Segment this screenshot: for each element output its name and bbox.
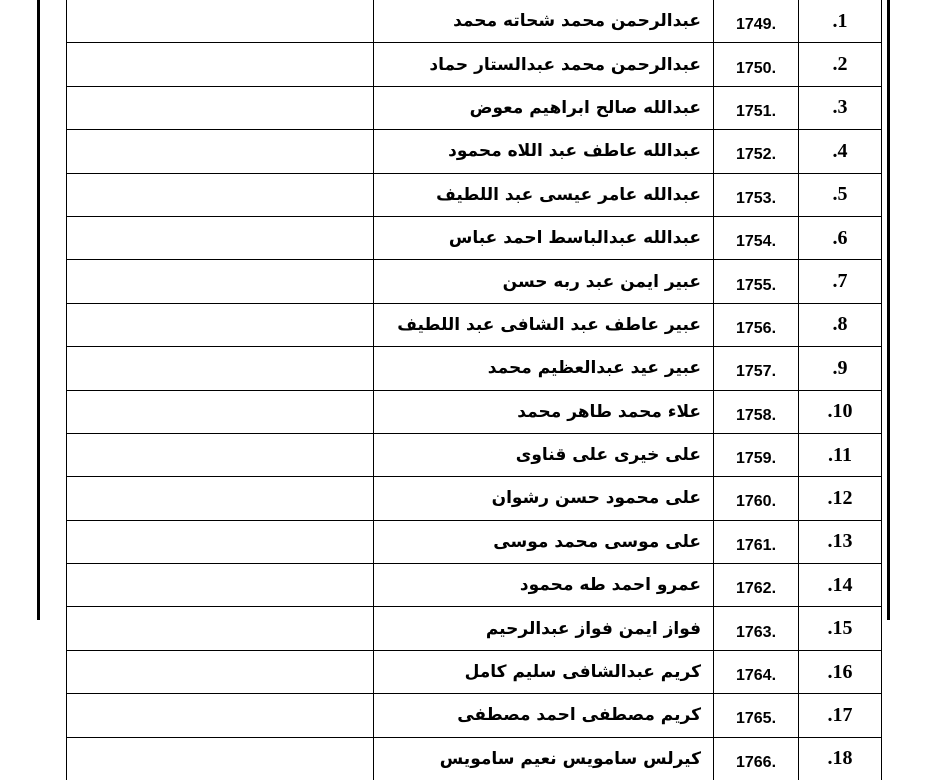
table-row (67, 173, 882, 216)
names-table (66, 0, 882, 780)
student-name-cell: كريم مصطفى احمد مصطفى (374, 694, 714, 737)
row-number-cell: .3 (799, 86, 882, 129)
student-name-cell: عمرو احمد طه محمود (374, 564, 714, 607)
blank-cell (67, 477, 374, 520)
student-name-cell: كريم عبدالشافى سليم كامل (374, 650, 714, 693)
row-number-cell: .9 (799, 347, 882, 390)
seat-number-cell: 1765. (714, 694, 799, 737)
row-number-cell: .7 (799, 260, 882, 303)
table-row (67, 650, 882, 693)
table-row (67, 737, 882, 780)
table-row (67, 43, 882, 86)
student-name-cell: عبدالله عاطف عبد اللاه محمود (374, 130, 714, 173)
blank-cell (67, 390, 374, 433)
student-name-cell: عبدالله عامر عيسى عبد اللطيف (374, 173, 714, 216)
table-row (67, 303, 882, 346)
row-number-cell: .8 (799, 303, 882, 346)
row-number-cell: .1 (799, 0, 882, 43)
blank-cell (67, 43, 374, 86)
student-name-cell: عبدالله عبدالباسط احمد عباس (374, 216, 714, 259)
table-row (67, 0, 882, 43)
table-row (67, 130, 882, 173)
student-name-cell: كيرلس سامويس نعيم سامويس (374, 737, 714, 780)
row-number-cell: .16 (799, 650, 882, 693)
blank-cell (67, 650, 374, 693)
seat-number-cell: 1766. (714, 737, 799, 780)
student-name-cell: عبدالرحمن محمد شحاته محمد (374, 0, 714, 43)
seat-number-cell: 1752. (714, 130, 799, 173)
table-row (67, 216, 882, 259)
blank-cell (67, 564, 374, 607)
blank-cell (67, 694, 374, 737)
seat-number-cell: 1755. (714, 260, 799, 303)
table-row (67, 86, 882, 129)
row-number-cell: .4 (799, 130, 882, 173)
row-number-cell: .14 (799, 564, 882, 607)
row-number-cell: .11 (799, 433, 882, 476)
table-row (67, 477, 882, 520)
blank-cell (67, 433, 374, 476)
table-row (67, 347, 882, 390)
blank-cell (67, 347, 374, 390)
seat-number-cell: 1764. (714, 650, 799, 693)
row-number-cell: .12 (799, 477, 882, 520)
row-number-cell: .17 (799, 694, 882, 737)
page-border-left (37, 0, 40, 620)
names-table-body (67, 0, 882, 780)
student-name-cell: فواز ايمن فواز عبدالرحيم (374, 607, 714, 650)
table-row (67, 260, 882, 303)
seat-number-cell: 1753. (714, 173, 799, 216)
row-number-cell: .6 (799, 216, 882, 259)
table-row (67, 433, 882, 476)
student-name-cell: عبير عاطف عبد الشافى عبد اللطيف (374, 303, 714, 346)
blank-cell (67, 173, 374, 216)
row-number-cell: .15 (799, 607, 882, 650)
blank-cell (67, 737, 374, 780)
table-row (67, 390, 882, 433)
table-row (67, 607, 882, 650)
table-row (67, 564, 882, 607)
seat-number-cell: 1757. (714, 347, 799, 390)
page-border-right (887, 0, 890, 620)
row-number-cell: .10 (799, 390, 882, 433)
blank-cell (67, 520, 374, 563)
blank-cell (67, 216, 374, 259)
row-number-cell: .13 (799, 520, 882, 563)
blank-cell (67, 86, 374, 129)
seat-number-cell: 1762. (714, 564, 799, 607)
row-number-cell: .18 (799, 737, 882, 780)
seat-number-cell: 1759. (714, 433, 799, 476)
student-name-cell: على محمود حسن رشوان (374, 477, 714, 520)
blank-cell (67, 260, 374, 303)
seat-number-cell: 1750. (714, 43, 799, 86)
student-name-cell: عبير ايمن عبد ربه حسن (374, 260, 714, 303)
student-name-cell: على موسى محمد موسى (374, 520, 714, 563)
blank-cell (67, 130, 374, 173)
table-row (67, 520, 882, 563)
seat-number-cell: 1751. (714, 86, 799, 129)
seat-number-cell: 1763. (714, 607, 799, 650)
student-name-cell: عبير عيد عبدالعظيم محمد (374, 347, 714, 390)
blank-cell (67, 0, 374, 43)
seat-number-cell: 1760. (714, 477, 799, 520)
student-name-cell: عبدالرحمن محمد عبدالستار حماد (374, 43, 714, 86)
seat-number-cell: 1756. (714, 303, 799, 346)
student-name-cell: عبدالله صالح ابراهيم معوض (374, 86, 714, 129)
seat-number-cell: 1758. (714, 390, 799, 433)
seat-number-cell: 1749. (714, 0, 799, 43)
student-name-cell: علاء محمد طاهر محمد (374, 390, 714, 433)
row-number-cell: .5 (799, 173, 882, 216)
student-name-cell: على خيرى على قناوى (374, 433, 714, 476)
seat-number-cell: 1761. (714, 520, 799, 563)
blank-cell (67, 303, 374, 346)
table-row (67, 694, 882, 737)
blank-cell (67, 607, 374, 650)
row-number-cell: .2 (799, 43, 882, 86)
seat-number-cell: 1754. (714, 216, 799, 259)
